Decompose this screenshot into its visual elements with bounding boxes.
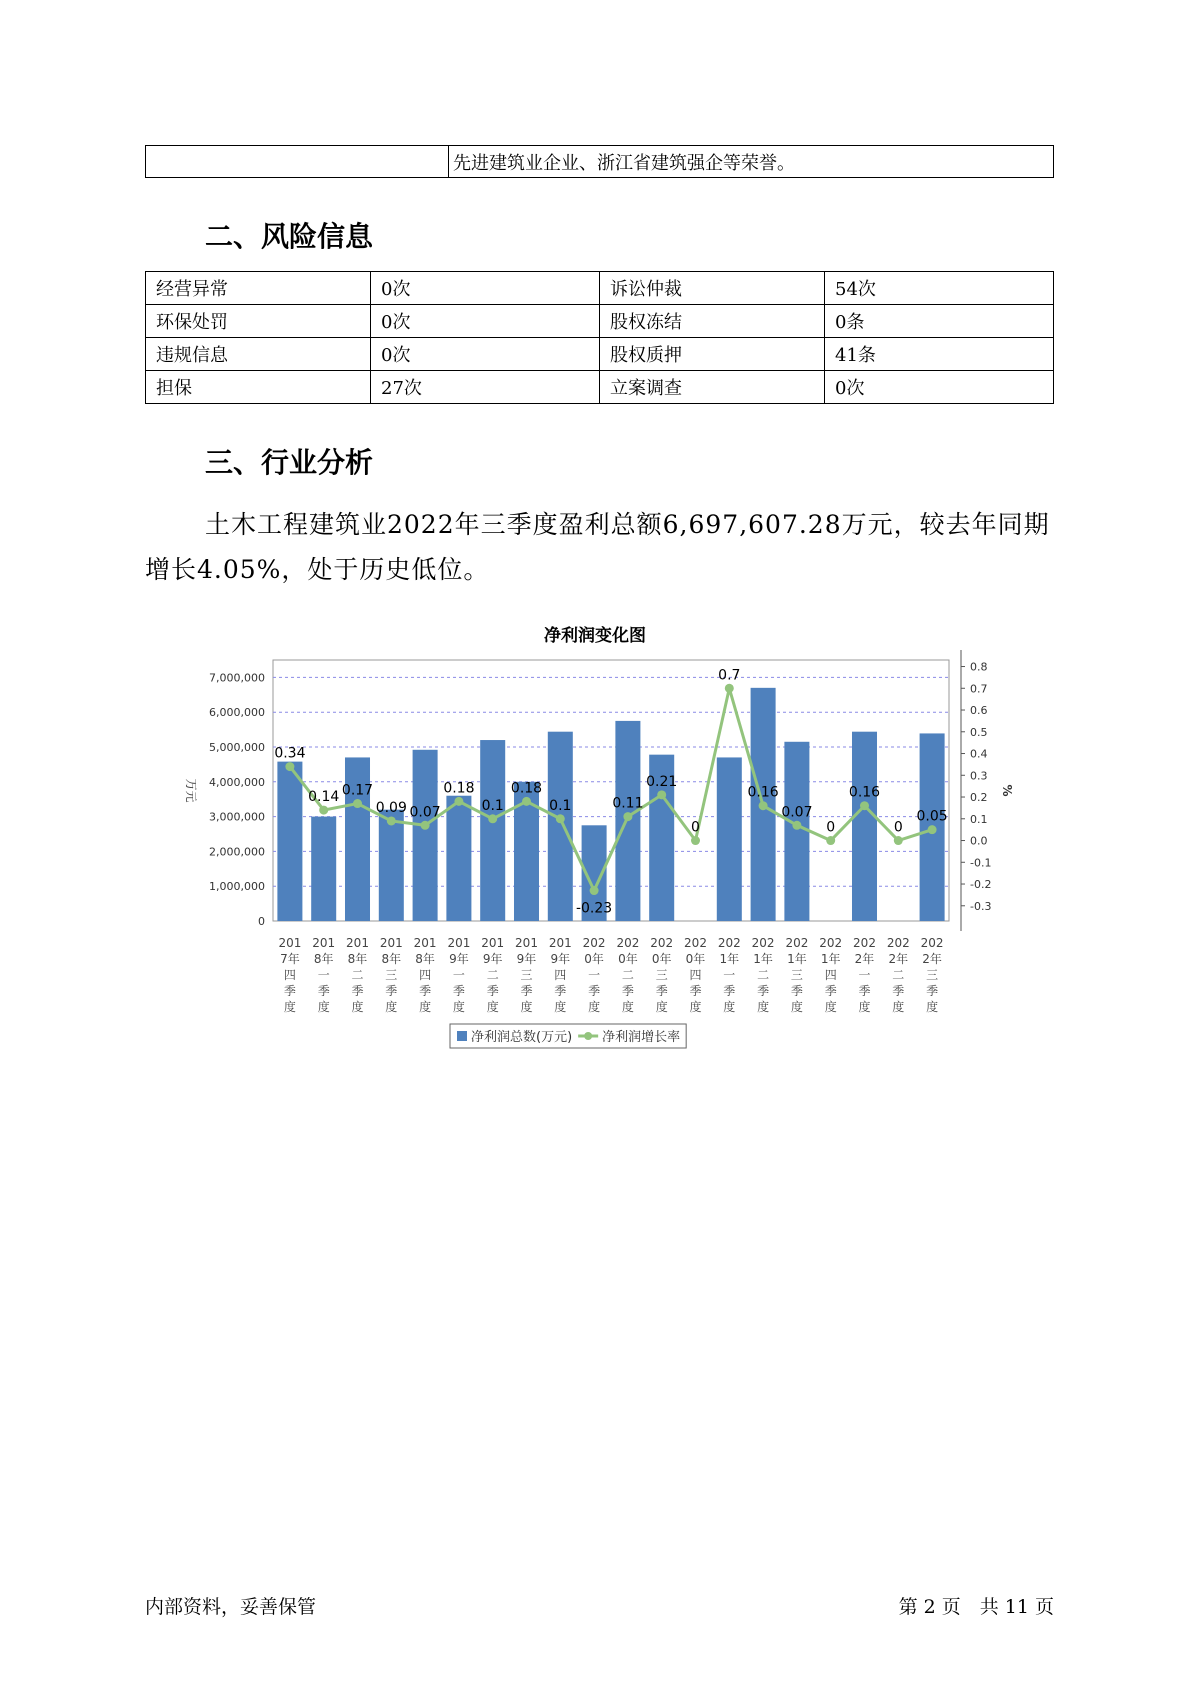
risk-value: 0条 (825, 305, 1054, 338)
growth-point (285, 762, 294, 771)
industry-paragraph: 土木工程建筑业2022年三季度盈利总额6,697,607.28万元，较去年同期增长4.05%，处于历史低位。 (145, 510, 1050, 584)
x-tick-label: 季 (385, 984, 398, 998)
x-tick-label: 度 (452, 1000, 465, 1014)
risk-value: 0次 (371, 338, 600, 371)
y-axis-title: 万元 (184, 778, 198, 803)
x-tick-label: 202 (853, 936, 876, 950)
data-label: 0.11 (612, 795, 644, 812)
bar (446, 796, 471, 921)
x-tick-label: 季 (689, 984, 702, 998)
x-tick-label: 季 (926, 984, 939, 998)
x-tick-label: 9年 (482, 952, 503, 966)
x-tick-label: 0年 (584, 952, 604, 966)
data-label: 0 (826, 819, 836, 836)
x-tick-label: 二 (486, 968, 499, 982)
data-label: 0.07 (781, 804, 813, 821)
net-profit-chart (170, 615, 1020, 1075)
x-tick-label: 度 (419, 1000, 432, 1014)
y2-tick-label: 0.4 (970, 747, 988, 761)
table-row (146, 272, 1054, 305)
x-tick-label: 二 (621, 968, 634, 982)
x-tick-label: 201 (447, 936, 471, 950)
x-tick-label: 202 (920, 936, 944, 950)
x-tick-label: 202 (751, 936, 775, 950)
risk-value: 0次 (371, 272, 600, 305)
x-tick-label: 201 (515, 936, 538, 950)
x-tick-label: 四 (419, 968, 432, 982)
data-label: 0.14 (308, 789, 340, 806)
x-tick-label: 度 (689, 1000, 702, 1014)
x-tick-label: 度 (723, 1000, 736, 1014)
growth-point (657, 790, 666, 799)
risk-key: 环保处罚 (146, 305, 371, 338)
table-row (146, 338, 1054, 371)
y-tick-label: 6,000,000 (209, 706, 265, 720)
risk-key: 违规信息 (146, 338, 371, 371)
x-tick-label: 度 (385, 1000, 398, 1014)
x-tick-label: 2年 (922, 952, 942, 966)
x-tick-label: 9年 (550, 952, 571, 966)
x-tick-label: 202 (582, 936, 606, 950)
x-tick-label: 季 (351, 984, 364, 998)
x-tick-label: 202 (650, 936, 674, 950)
x-tick-label: 度 (486, 1000, 499, 1014)
x-tick-label: 202 (886, 936, 910, 950)
x-tick-label: 度 (520, 1000, 533, 1014)
x-tick-label: 三 (926, 968, 939, 982)
x-tick-label: 四 (554, 968, 567, 982)
x-tick-label: 季 (892, 984, 905, 998)
bar (480, 740, 505, 921)
x-tick-label: 三 (385, 968, 398, 982)
risk-value: 0次 (825, 371, 1054, 404)
x-tick-label: 度 (655, 1000, 668, 1014)
risk-key: 股权冻结 (600, 305, 825, 338)
x-tick-label: 度 (554, 1000, 567, 1014)
x-tick-label: 季 (790, 984, 803, 998)
x-tick-label: 0年 (685, 952, 706, 966)
table-row (146, 371, 1054, 404)
honors-label-cell (146, 146, 449, 178)
growth-point (894, 836, 903, 845)
data-label: 0.1 (549, 797, 572, 814)
x-tick-label: 三 (790, 968, 803, 982)
x-tick-label: 度 (351, 1000, 364, 1014)
growth-point (319, 806, 328, 815)
x-tick-label: 202 (684, 936, 707, 950)
x-tick-label: 0年 (651, 952, 672, 966)
data-label: 0.21 (646, 773, 678, 790)
x-tick-label: 一 (858, 968, 871, 982)
x-tick-label: 201 (481, 936, 505, 950)
y2-tick-label: -0.3 (970, 899, 992, 913)
x-tick-label: 度 (858, 1000, 871, 1014)
bar (277, 762, 302, 921)
x-tick-label: 季 (486, 984, 499, 998)
x-tick-label: 201 (548, 936, 572, 950)
y2-tick-label: 0.7 (970, 682, 988, 696)
bar (548, 732, 573, 921)
x-tick-label: 一 (723, 968, 736, 982)
y-tick-label: 3,000,000 (209, 810, 265, 824)
bar (784, 742, 809, 921)
growth-point (691, 836, 700, 845)
x-tick-label: 度 (790, 1000, 803, 1014)
data-label: 0.18 (443, 780, 475, 797)
data-label: 0.16 (848, 784, 881, 801)
x-tick-label: 201 (346, 936, 369, 950)
table-row (146, 305, 1054, 338)
risk-key: 股权质押 (600, 338, 825, 371)
x-tick-label: 9年 (516, 952, 537, 966)
risk-value: 27次 (371, 371, 600, 404)
x-tick-label: 201 (278, 936, 302, 950)
growth-point (421, 821, 430, 830)
legend-bar-swatch (457, 1031, 467, 1041)
x-tick-label: 度 (824, 1000, 837, 1014)
bar (717, 757, 742, 921)
x-tick-label: 季 (419, 984, 432, 998)
chart-svg (170, 615, 1020, 1075)
y2-axis-title: % (1000, 784, 1014, 797)
x-tick-label: 二 (757, 968, 770, 982)
x-tick-label: 8年 (313, 952, 334, 966)
x-tick-label: 201 (312, 936, 336, 950)
x-tick-label: 三 (520, 968, 533, 982)
risk-key: 诉讼仲裁 (600, 272, 825, 305)
x-tick-label: 2年 (854, 952, 875, 966)
y2-tick-label: 0.0 (970, 834, 988, 848)
x-tick-label: 季 (452, 984, 465, 998)
x-tick-label: 1年 (719, 952, 740, 966)
growth-point (387, 816, 396, 825)
growth-point (759, 801, 768, 810)
x-tick-label: 度 (892, 1000, 905, 1014)
growth-point (792, 821, 801, 830)
x-tick-label: 季 (588, 984, 601, 998)
section-title-industry: 三、行业分析 (205, 446, 374, 479)
data-label: -0.23 (575, 900, 613, 917)
growth-point (522, 797, 531, 806)
x-tick-label: 二 (351, 968, 364, 982)
x-tick-label: 季 (757, 984, 770, 998)
x-tick-label: 一 (317, 968, 330, 982)
x-tick-label: 季 (824, 984, 837, 998)
x-tick-label: 度 (317, 1000, 330, 1014)
growth-point (826, 836, 835, 845)
growth-point (590, 886, 599, 895)
growth-point (454, 797, 463, 806)
x-tick-label: 季 (317, 984, 330, 998)
x-tick-label: 季 (655, 984, 668, 998)
x-tick-label: 201 (413, 936, 437, 950)
footer-confidential: 内部资料，妥善保管 (145, 1596, 317, 1618)
y2-tick-label: 0.8 (970, 660, 988, 674)
x-tick-label: 季 (554, 984, 567, 998)
bar (311, 817, 336, 921)
risk-key: 担保 (146, 371, 371, 404)
x-tick-label: 度 (588, 1000, 601, 1014)
y2-tick-label: 0.2 (970, 791, 988, 805)
y2-tick-label: 0.3 (970, 769, 988, 783)
y-tick-label: 2,000,000 (209, 845, 265, 859)
x-tick-label: 度 (926, 1000, 939, 1014)
legend-label-line: 净利润增长率 (602, 1030, 681, 1045)
bar (852, 732, 877, 921)
y2-tick-label: 0.1 (970, 812, 988, 826)
data-label: 0 (691, 819, 700, 836)
plot-area (273, 660, 949, 921)
honors-value-cell: 先进建筑业企业、浙江省建筑强企等荣誉。 (449, 146, 1054, 178)
x-tick-label: 一 (452, 968, 465, 982)
honors-table (145, 145, 1054, 178)
x-tick-label: 四 (689, 968, 702, 982)
growth-point (860, 801, 869, 810)
x-tick-label: 202 (819, 936, 843, 950)
x-tick-label: 8年 (415, 952, 435, 966)
x-tick-label: 一 (588, 968, 601, 982)
y-tick-label: 4,000,000 (209, 775, 265, 789)
x-tick-label: 8年 (381, 952, 402, 966)
x-tick-label: 度 (757, 1000, 770, 1014)
x-tick-label: 季 (520, 984, 533, 998)
risk-value: 41条 (825, 338, 1054, 371)
data-label: 0.7 (718, 667, 741, 684)
growth-point (623, 812, 632, 821)
x-tick-label: 季 (621, 984, 634, 998)
y-tick-label: 7,000,000 (209, 671, 265, 685)
growth-point (488, 814, 497, 823)
x-tick-label: 1年 (753, 952, 773, 966)
data-label: 0.07 (409, 804, 441, 821)
risk-key: 经营异常 (146, 272, 371, 305)
x-tick-label: 1年 (820, 952, 841, 966)
x-tick-label: 季 (283, 984, 296, 998)
y2-tick-label: 0.6 (970, 704, 988, 718)
y-tick-label: 5,000,000 (209, 741, 265, 754)
risk-table (145, 271, 1054, 404)
x-tick-label: 202 (785, 936, 809, 950)
growth-point (928, 825, 937, 834)
y-tick-label: 1,000,000 (209, 880, 265, 894)
data-label: 0.09 (375, 799, 407, 816)
data-label: 0.05 (916, 808, 948, 825)
bar (413, 750, 438, 921)
risk-value: 54次 (825, 272, 1054, 305)
x-tick-label: 度 (283, 1000, 296, 1014)
growth-point (725, 684, 734, 693)
y-tick-label: 0 (258, 915, 265, 928)
footer-page-number: 第 2 页 共 11 页 (898, 1596, 1054, 1618)
y2-tick-label: -0.1 (970, 856, 992, 870)
data-label: 0.34 (274, 745, 306, 762)
data-label: 0.17 (341, 782, 374, 799)
risk-key: 立案调查 (600, 371, 825, 404)
x-tick-label: 2年 (888, 952, 909, 966)
x-tick-label: 202 (616, 936, 640, 950)
chart-title: 净利润变化图 (544, 626, 646, 646)
x-tick-label: 9年 (449, 952, 469, 966)
x-tick-label: 度 (621, 1000, 634, 1014)
data-label: 0.1 (481, 797, 504, 814)
x-tick-label: 季 (858, 984, 871, 998)
data-label: 0 (893, 819, 903, 836)
growth-point (353, 799, 362, 808)
x-tick-label: 202 (717, 936, 741, 950)
legend-line-marker (584, 1032, 592, 1040)
y2-tick-label: -0.2 (970, 878, 992, 892)
x-tick-label: 二 (892, 968, 905, 982)
data-label: 0.16 (747, 784, 779, 801)
bar (379, 810, 404, 921)
growth-point (556, 814, 565, 823)
x-tick-label: 201 (379, 936, 403, 950)
legend-label-bars: 净利润总数(万元) (471, 1030, 573, 1045)
x-tick-label: 四 (824, 968, 837, 982)
x-tick-label: 季 (723, 984, 736, 998)
y2-tick-label: 0.5 (970, 725, 988, 739)
data-label: 0.18 (510, 780, 543, 797)
x-tick-label: 7年 (280, 952, 300, 966)
x-tick-label: 8年 (347, 952, 368, 966)
x-tick-label: 1年 (787, 952, 807, 966)
risk-value: 0次 (371, 305, 600, 338)
x-tick-label: 0年 (618, 952, 638, 966)
x-tick-label: 四 (283, 968, 296, 982)
section-title-risk: 二、风险信息 (205, 220, 374, 253)
x-tick-label: 三 (655, 968, 668, 982)
